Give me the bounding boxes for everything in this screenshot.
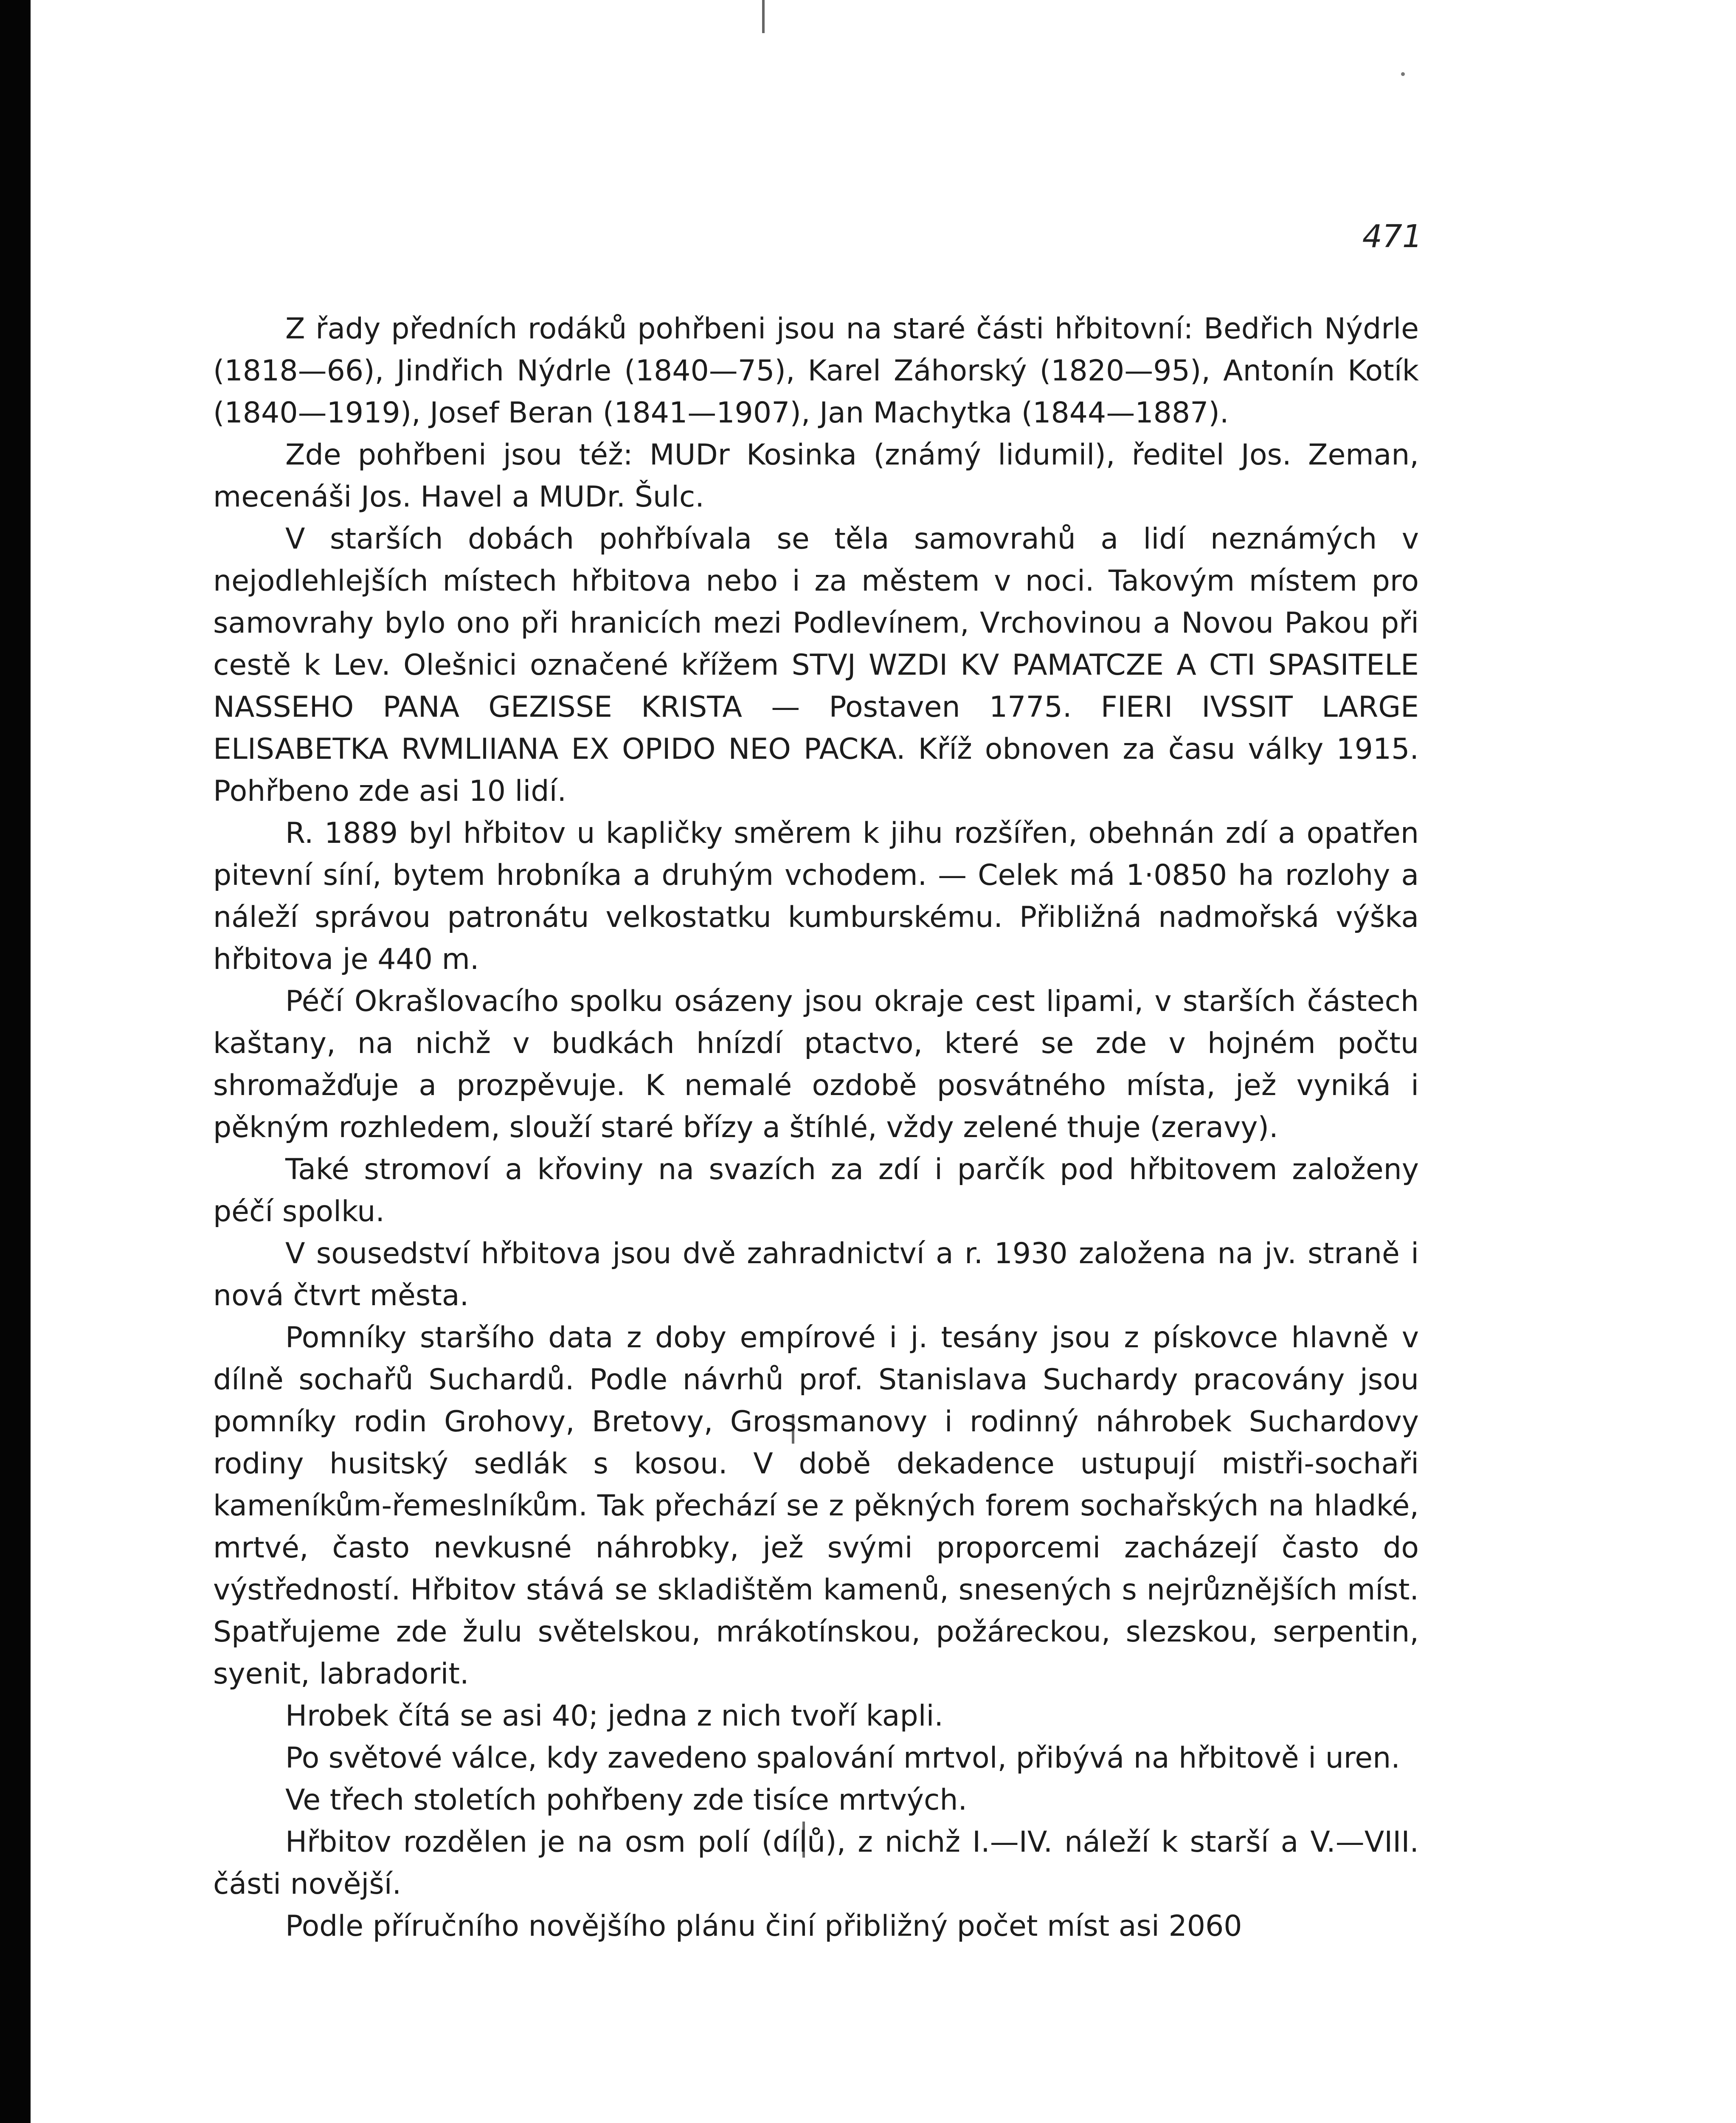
paragraph: Ve třech stoletích pohřbeny zde tisíce mrtvých. xyxy=(285,1783,968,1817)
paragraph: Péčí Okrašlovacího spolku osázeny jsou okraje cest lipami, v starších částech kaštany, na nichž v budkách hnízdí ptactvo, které se zde v hojném počtu shromažďuje a prozpěvuje. K nemalé ozdobě posvátného místa, jež vyniká i pěkným rozhledem, slouží staré břízy a štíhlé, vždy zelené thuje (zeravy). xyxy=(213,985,1419,1144)
scan-artifact-mark xyxy=(762,0,765,33)
paragraph: Po světové válce, kdy zavedeno spalování mrtvol, přibývá na hřbitově i uren. xyxy=(285,1741,1400,1775)
paragraph: Z řady předních rodáků pohřbeni jsou na staré části hřbitovní: Bedřich Nýdrle (1818—66), Jindřich Nýdrle (1840—75), Karel Záhorský (1820—95), Antonín Kotík (1840—1919), Josef Beran (1841—1907), Jan Machytka (1844—1887). xyxy=(213,312,1419,430)
scan-artifact-dot xyxy=(1401,72,1405,76)
paragraph: Podle příručního novějšího plánu činí přibližný počet míst asi 2060 xyxy=(285,1909,1242,1943)
body-text xyxy=(213,308,1419,1947)
paragraph: R. 1889 byl hřbitov u kapličky směrem k jihu rozšířen, obehnán zdí a opatřen pitevní síní, bytem hrobníka a druhým vchodem. — Celek má 1·0850 ha rozlohy a náleží správou patronátu velkostatku kumburskému. Přibližná nadmořská výška hřbitova je 440 m. xyxy=(213,817,1419,976)
paragraph: Hřbitov rozdělen je na osm polí (dílů), z nichž I.—IV. náleží k starší a V.—VIII. části novější. xyxy=(213,1825,1419,1901)
paragraph: V sousedství hřbitova jsou dvě zahradnictví a r. 1930 založena na jv. straně i nová čtvrt města. xyxy=(213,1237,1419,1312)
paragraph: Zde pohřbeni jsou též: MUDr Kosinka (známý lidumil), ředitel Jos. Zeman, mecenáši Jos. Havel a MUDr. Šulc. xyxy=(213,438,1419,514)
paragraph: Také stromoví a křoviny na svazích za zdí i parčík pod hřbitovem založeny péčí spolku. xyxy=(213,1153,1419,1228)
paragraph: Hrobek čítá se asi 40; jedna z nich tvoří kapli. xyxy=(285,1699,944,1733)
paragraph: Pomníky staršího data z doby empírové i j. tesány jsou z pískovce hlavně v dílně sochařů Suchardů. Podle návrhů prof. Stanislava Suchardy pracovány jsou pomníky rodin Grohovy, Bretovy, Grossmanovy i rodinný náhrobek Suchardovy rodiny husitský sedlák s kosou. V době dekadence ustupují mistři-sochaři kameníkům-řemeslníkům. Tak přechází se z pěkných forem sochařských na hladké, mrtvé, často nevkusné náhrobky, jež svými proporcemi zacházejí často do výstředností. Hřbitov stává se skladištěm kamenů, snesených s nejrůznějších míst. Spatřujeme zde žulu světelskou, mrákotínskou, požáreckou, slezskou, serpentin, syenit, labradorit. xyxy=(213,1321,1419,1691)
page-number: 471 xyxy=(1362,218,1422,255)
paragraph: V starších dobách pohřbívala se těla samovrahů a lidí neznámých v nejodlehlejších místech hřbitova nebo i za městem v noci. Takovým místem pro samovrahy bylo ono při hranicích mezi Podlevínem, Vrchovinou a Novou Pakou při cestě k Lev. Olešnici označené křížem STVJ WZDI KV PAMATCZE A CTI SPASITELE NASSEHO PANA GEZISSE KRISTA — Postaven 1775. FIERI IVSSIT LARGE ELISABETKA RVMLIIANA EX OPIDO NEO PACKA. Kříž obnoven za času války 1915. Pohřbeno zde asi 10 lidí. xyxy=(213,522,1419,808)
scan-page-edge xyxy=(0,0,31,2123)
